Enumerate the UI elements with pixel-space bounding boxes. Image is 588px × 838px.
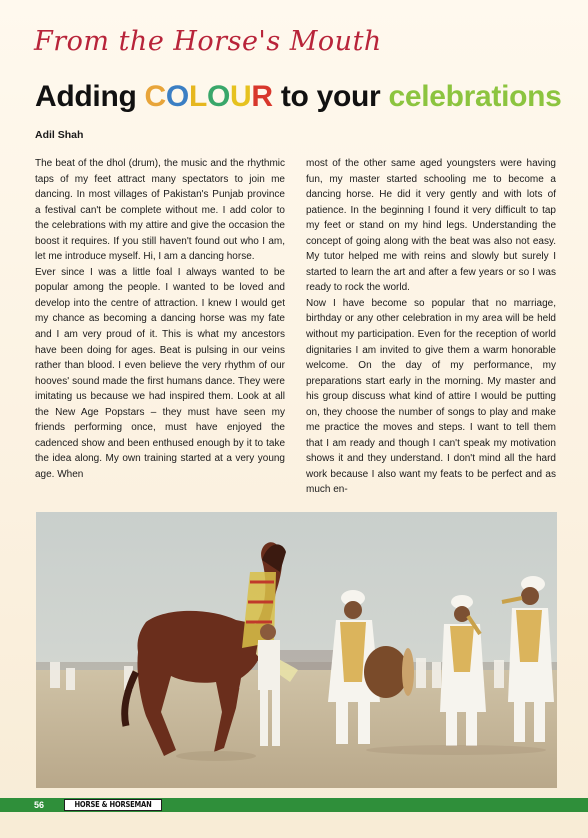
headline-highlight-letter: R [251,80,273,113]
headline-part-3: celebrations [388,80,562,113]
headline-part-1: Adding [35,80,145,113]
article-column-left [35,156,285,482]
photo-illustration [36,512,557,788]
section-kicker: From the Horse's Mouth [34,26,382,57]
paragraph: The beat of the dhol (drum), the music and the rhythmic taps of my feet attract many spectators to join me dancing. In most villages of Pakistan's Punjab province a festival can't be complete without me. I add color to the celebrations with my attire and give the occasion the boost it requires. If you still haven't found out who I am, let me introduce myself. Hi, I am a dancing horse. [35,158,285,263]
headline-highlight-letter: U [230,80,252,113]
headline-highlight-letter: O [207,80,231,113]
headline-highlight-letter: L [188,80,207,113]
paragraph: Now I have become so popular that no marriage, birthday or any other celebration in my area will be held without my participation. Even for the reception of world dignitaries I am invited to give them a warm honorable welcome. On the day of my performance, my preparations start early in the morning. My master and his group discuss what kind of attire I would be putting on, they choose the number of songs to play and make me practice the moves and steps. I want to tell them that I am ready and though I can't speak my motivation shows it and they understand. I don't mind all the hard work because I also want my feats to be perfect and as much en- [306,297,556,496]
paragraph: Ever since I was a little foal I always wanted to be popular among the people. I wanted to be loved and develop into the centre of attraction. I knew I would get my chance as becoming a dancing horse was my fate and I am very proud of it. This is what my ancestors have been doing for ages. Beat is pulsing in our veins rather than blood. I even believe the very rhythm of our hooves' sound made the first humans dance. They were imitating us because we had inspired them. Look at all the New Age Popstars – they must have seen my friends performing once, must have enjoyed the cadenced show and been enthused enough by it to take the idea along. My own training started at a very young age. When [35,266,285,480]
page-number: 56 [34,800,45,810]
author-byline: Adil Shah [35,129,84,141]
headline-part-2: to your [272,80,389,113]
headline-highlight-word [145,80,273,113]
headline [35,80,562,114]
article-column-right [306,156,556,498]
headline-highlight-letter: O [165,80,189,113]
headline-highlight-letter: C [144,80,166,113]
magazine-logo: HORSE & HORSEMAN [64,799,162,811]
paragraph: most of the other same aged youngsters were having fun, my master started schooling me to become a dancing horse. He did it very gently and with lots of patience. In the beginning I found it very difficult to tap my feet or stand on my hind legs. Understanding the concept of going along with the beat was also not easy. My tutor helped me with reins and slowly but surely I started to learn the art and after a few years or so I was ready to rock the world. [306,158,556,294]
dancing-horse-photo [36,512,557,788]
